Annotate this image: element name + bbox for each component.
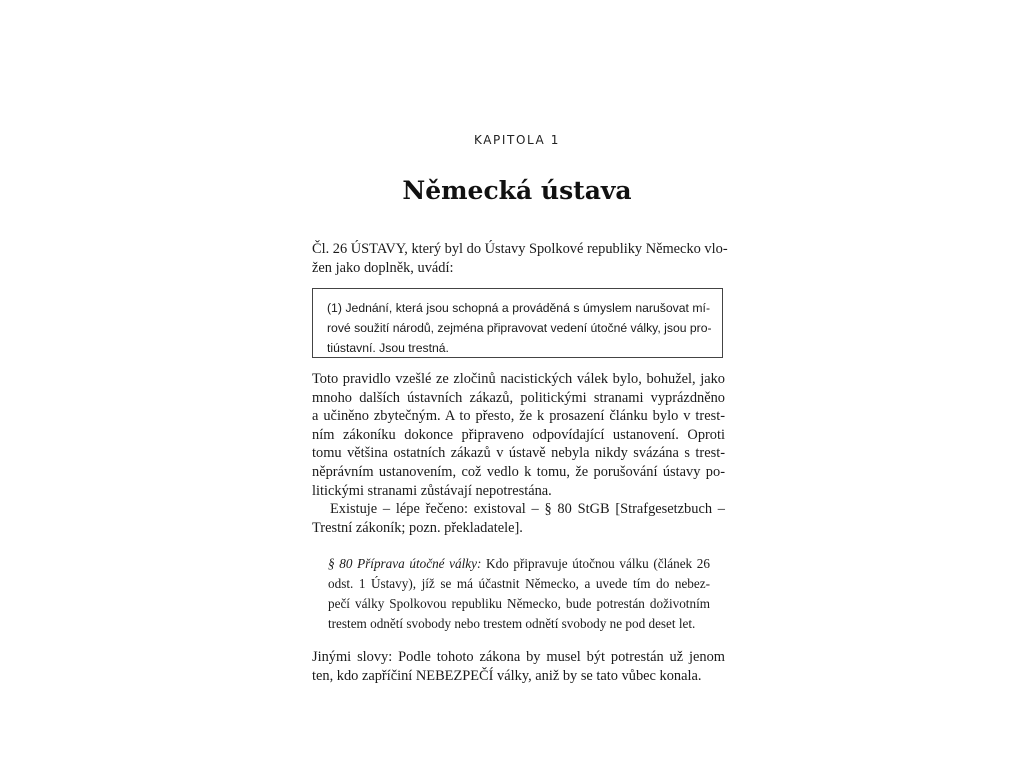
- quote-line: (1) Jednání, která jsou schopná a prováděná s úmyslem narušovat mí-: [327, 301, 710, 315]
- text-line: ním zákoníku dokonce připraveno odpovídající ustanovení. Oproti: [312, 426, 725, 443]
- conclusion-paragraph: [312, 648, 725, 685]
- chapter-title: Německá ústava: [402, 176, 632, 205]
- quote-line: tiústavní. Jsou trestná.: [327, 341, 449, 355]
- law-line: pečí války Spolkovou republiku Německo, bude potrestán doživotním: [328, 596, 710, 611]
- intro-paragraph: [312, 240, 728, 277]
- text-line: Trestní zákoník; pozn. překladatele].: [312, 519, 523, 536]
- law-line: odst. 1 Ústavy), jíž se má účastnit Německo, a uvede tím do nebez-: [328, 576, 710, 591]
- text-line: žen jako doplněk, uvádí:: [312, 259, 454, 276]
- text-line: a učiněno zbytečným. A to přesto, že k prosazení článku bylo v trest-: [312, 408, 725, 425]
- text-line: Toto pravidlo vzešlé ze zločinů nacistických válek bylo, bohužel, jako: [312, 371, 725, 387]
- text-line: Čl. 26 ÚSTAVY, který byl do Ústavy Spolkové republiky Německo vlo-: [312, 241, 728, 257]
- text-line: něprávním ustanovením, což vedlo k tomu, že porušování ústavy po-: [312, 463, 725, 480]
- text-line: ten, kdo zapříčiní NEBEZPEČÍ války, aniž by se tato vůbec konala.: [312, 667, 702, 684]
- text-line: Existuje – lépe řečeno: existoval – § 80 StGB [Strafgesetzbuch –: [330, 501, 725, 518]
- article-quote-box: [312, 288, 723, 358]
- law-first-line: [328, 554, 710, 574]
- text-line: mnoho dalších ústavních zákazů, politickými stranami vyprázdněno: [312, 389, 725, 406]
- text-line: tomu většina ostatních zákazů v ústavě nebyla nikdy svázána s trest-: [312, 445, 725, 462]
- law-line: trestem odnětí svobody nebo trestem odnětí svobody ne pod deset let.: [328, 616, 696, 631]
- body-paragraph-1: [312, 370, 725, 537]
- quote-line: rové soužití národů, zejména připravovat vedení útočné války, jsou pro-: [327, 321, 712, 335]
- law-heading: § 80 Příprava útočné války:: [328, 556, 482, 571]
- text-line: litickými stranami zůstávají nepotrestána.: [312, 482, 552, 499]
- law-first-line-text: Kdo připravuje útočnou válku (článek 26: [481, 556, 710, 571]
- chapter-label: KAPITOLA 1: [473, 133, 561, 147]
- text-line: Jinými slovy: Podle tohoto zákona by musel být potrestán už jenom: [312, 649, 725, 665]
- law-quote: [328, 554, 710, 634]
